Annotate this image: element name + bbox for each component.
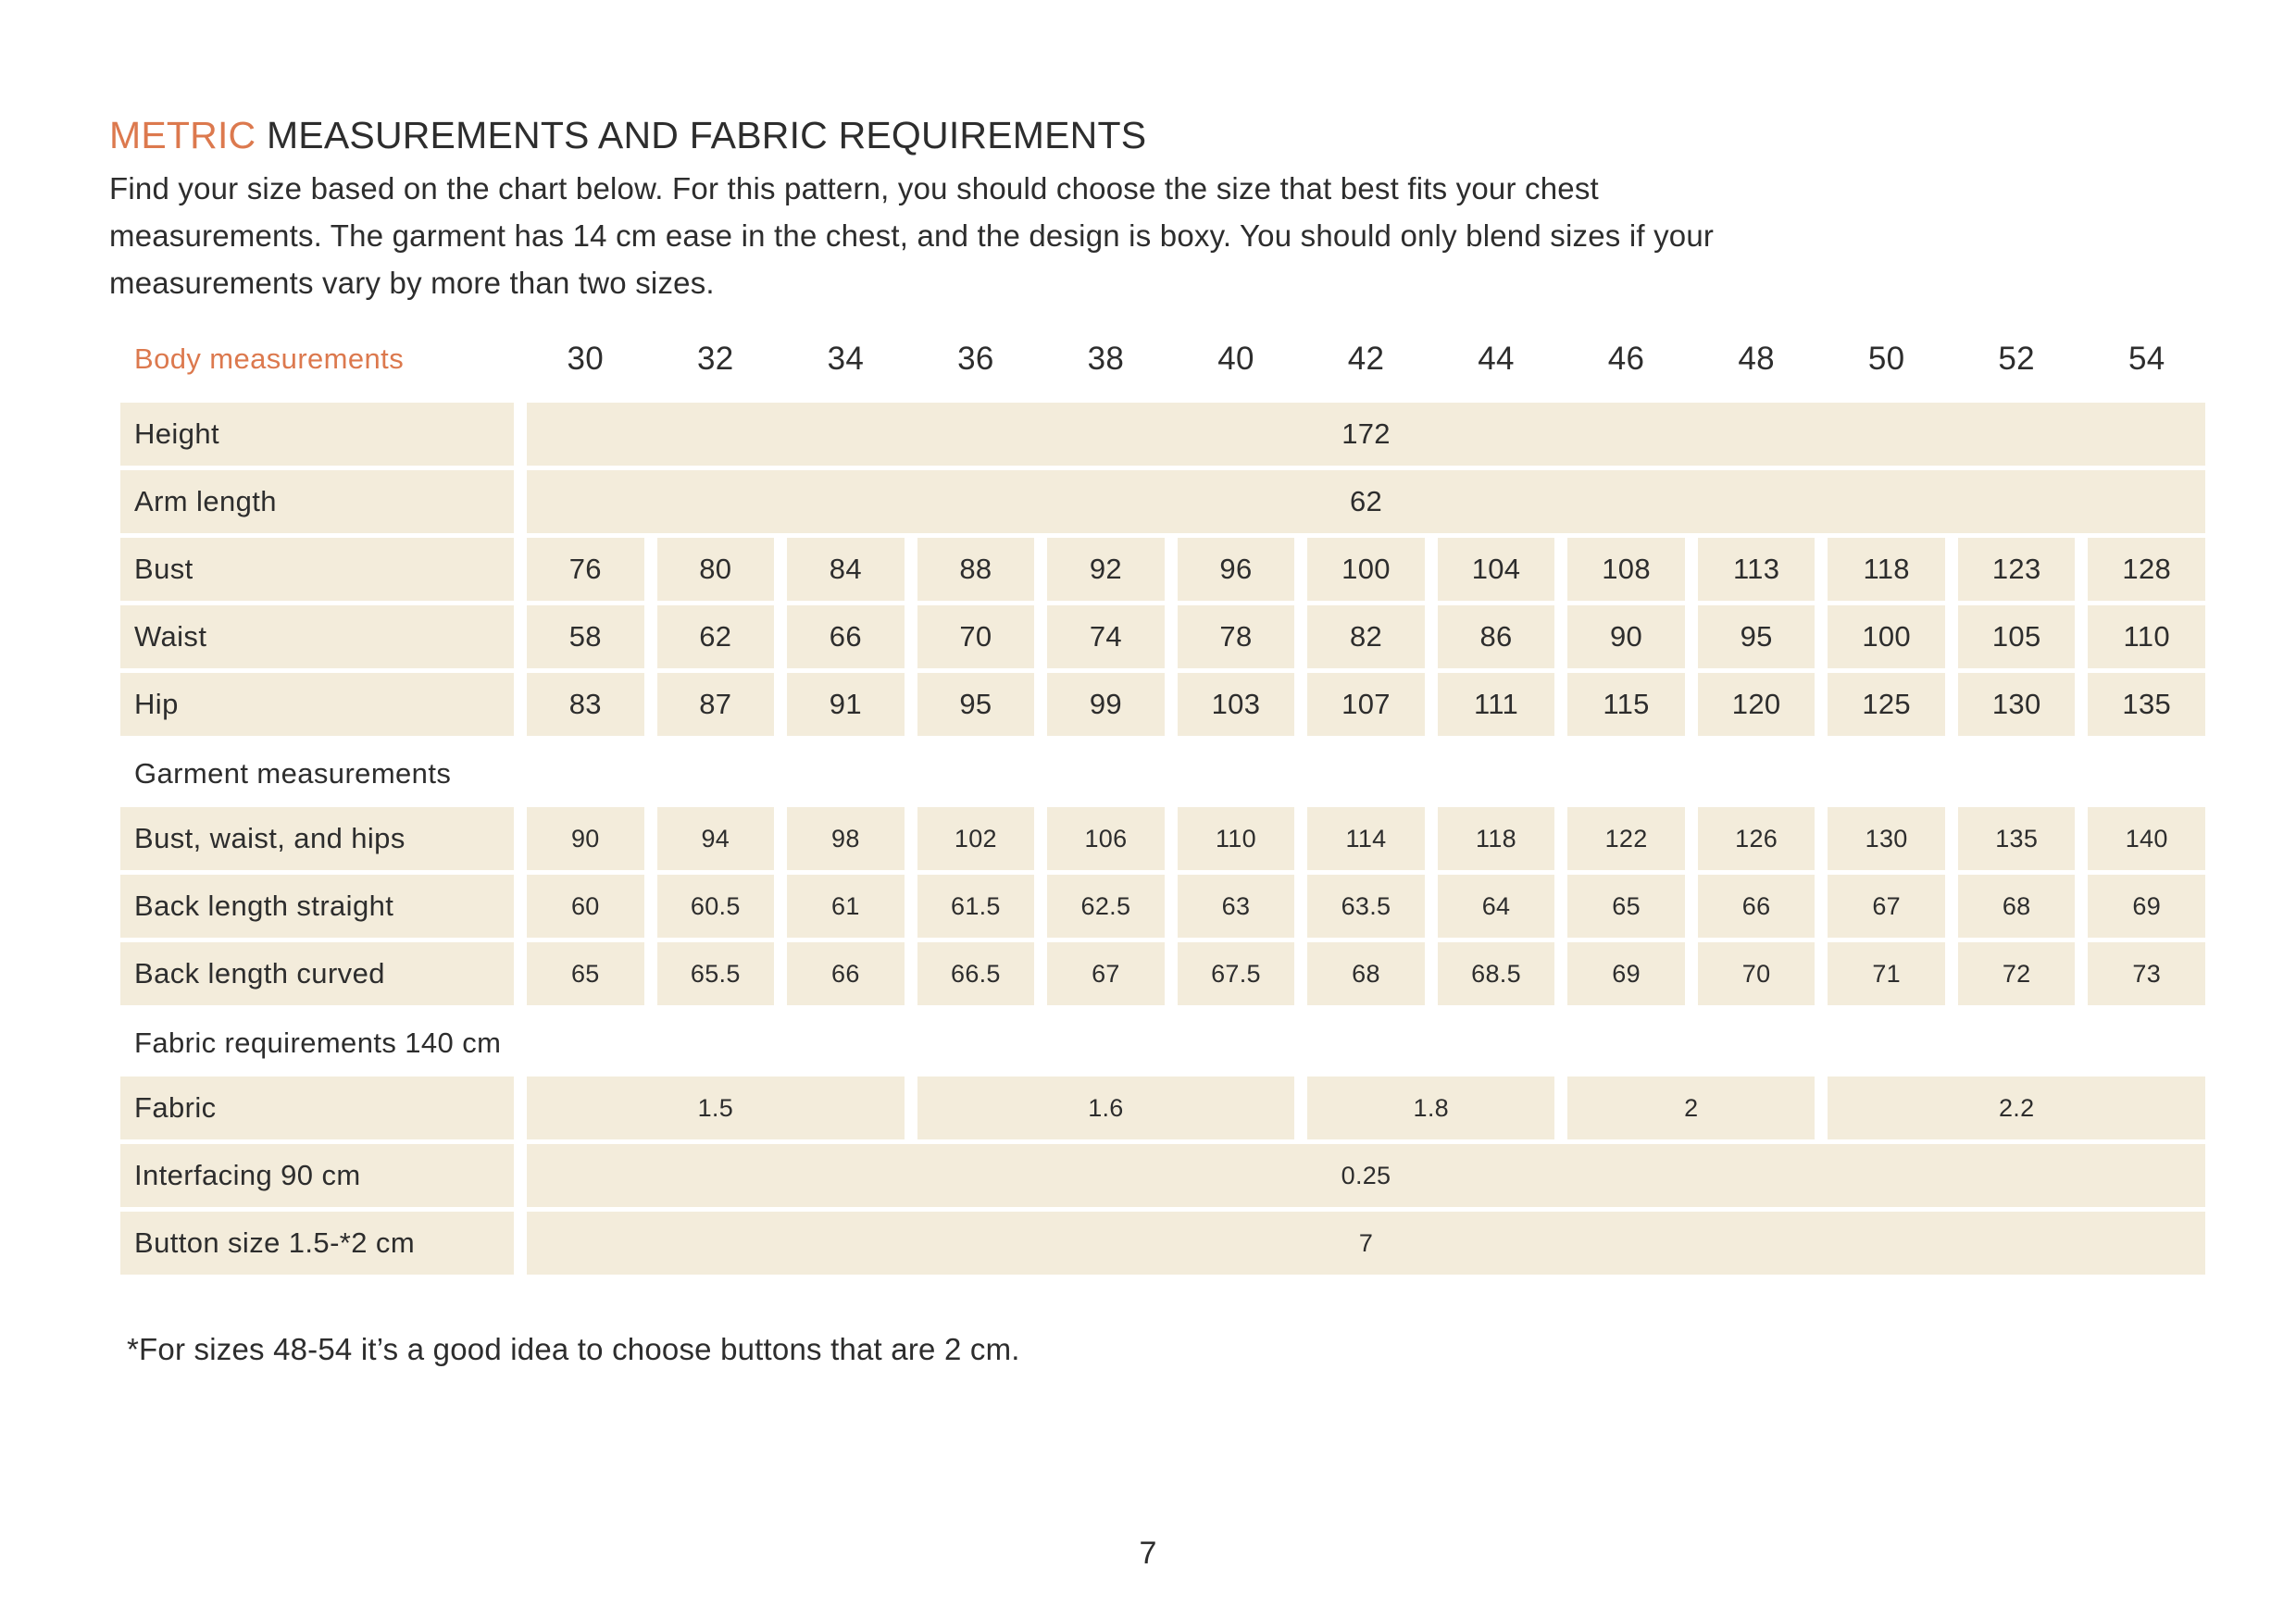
data-cell: 120 [1698, 673, 1816, 736]
data-cell: 135 [2088, 673, 2205, 736]
data-cell: 71 [1828, 942, 1945, 1005]
data-cell: 128 [2088, 538, 2205, 601]
size-column-header: 44 [1478, 341, 1515, 377]
data-cell: 111 [1438, 673, 1555, 736]
row-label: Hip [120, 673, 514, 736]
data-cell: 60 [527, 875, 644, 938]
data-cell: 67 [1828, 875, 1945, 938]
size-column-header: 54 [2128, 341, 2165, 377]
data-cell: 1.6 [917, 1077, 1295, 1139]
data-cell: 68 [1958, 875, 2076, 938]
row-label: Back length straight [120, 875, 514, 938]
table-row [120, 1212, 2205, 1275]
table-row [120, 673, 2205, 736]
data-cell: 63 [1178, 875, 1295, 938]
data-cell: 69 [1567, 942, 1685, 1005]
data-cell: 94 [657, 807, 775, 870]
row-label: Waist [120, 605, 514, 668]
section-label: Garment measurements [134, 757, 452, 790]
data-cell: 92 [1047, 538, 1165, 601]
data-cell: 115 [1567, 673, 1685, 736]
data-cell: 110 [1178, 807, 1295, 870]
data-cell: 102 [917, 807, 1035, 870]
data-cell: 114 [1307, 807, 1425, 870]
page-title-highlight: METRIC [109, 114, 256, 156]
table-row [120, 470, 2205, 533]
data-cell: 82 [1307, 605, 1425, 668]
data-cell: 84 [787, 538, 905, 601]
size-column-header: 48 [1738, 341, 1775, 377]
size-column-header: 30 [567, 341, 605, 377]
table-row [120, 605, 2205, 668]
data-cell: 65 [1567, 875, 1685, 938]
size-column-header: 50 [1867, 341, 1905, 377]
data-cell: 65 [527, 942, 644, 1005]
data-cell: 99 [1047, 673, 1165, 736]
data-cell: 63.5 [1307, 875, 1425, 938]
data-cell: 61.5 [917, 875, 1035, 938]
body-measurements-header: Body measurements [134, 342, 405, 375]
table-row [120, 538, 2205, 601]
data-cell: 118 [1438, 807, 1555, 870]
data-cell: 64 [1438, 875, 1555, 938]
row-label: Interfacing 90 cm [120, 1144, 514, 1207]
data-cell: 7 [527, 1212, 2205, 1275]
data-cell: 83 [527, 673, 644, 736]
page-title-rest: MEASUREMENTS AND FABRIC REQUIREMENTS [256, 114, 1147, 156]
data-cell: 68 [1307, 942, 1425, 1005]
data-cell: 62.5 [1047, 875, 1165, 938]
data-cell: 61 [787, 875, 905, 938]
data-cell: 98 [787, 807, 905, 870]
data-cell: 88 [917, 538, 1035, 601]
data-cell: 118 [1828, 538, 1945, 601]
data-cell: 107 [1307, 673, 1425, 736]
data-cell: 140 [2088, 807, 2205, 870]
data-cell: 108 [1567, 538, 1685, 601]
data-cell: 130 [1958, 673, 2076, 736]
intro-line: measurements vary by more than two sizes. [109, 266, 715, 300]
data-cell: 86 [1438, 605, 1555, 668]
data-cell: 90 [527, 807, 644, 870]
data-cell: 123 [1958, 538, 2076, 601]
page-title [109, 113, 2205, 157]
data-cell: 74 [1047, 605, 1165, 668]
data-cell: 103 [1178, 673, 1295, 736]
table-header-row [120, 323, 2205, 395]
row-label: Bust, waist, and hips [120, 807, 514, 870]
data-cell: 100 [1307, 538, 1425, 601]
data-cell: 2.2 [1828, 1077, 2205, 1139]
data-cell: 62 [527, 470, 2205, 533]
table-row [120, 942, 2205, 1005]
data-cell: 96 [1178, 538, 1295, 601]
data-cell: 60.5 [657, 875, 775, 938]
data-cell: 122 [1567, 807, 1685, 870]
size-column-header: 46 [1607, 341, 1645, 377]
data-cell: 0.25 [527, 1144, 2205, 1207]
table-row [120, 403, 2205, 466]
section-label: Fabric requirements 140 cm [134, 1027, 502, 1059]
row-label: Button size 1.5-*2 cm [120, 1212, 514, 1275]
data-cell: 113 [1698, 538, 1816, 601]
data-cell: 130 [1828, 807, 1945, 870]
data-cell: 80 [657, 538, 775, 601]
footnote: *For sizes 48-54 it’s a good idea to choose buttons that are 2 cm. [127, 1332, 1020, 1366]
table-body [120, 403, 2205, 1275]
data-cell: 172 [527, 403, 2205, 466]
data-cell: 69 [2088, 875, 2205, 938]
data-cell: 66.5 [917, 942, 1035, 1005]
data-cell: 106 [1047, 807, 1165, 870]
data-cell: 125 [1828, 673, 1945, 736]
row-label: Back length curved [120, 942, 514, 1005]
data-cell: 73 [2088, 942, 2205, 1005]
row-label: Height [120, 403, 514, 466]
data-cell: 91 [787, 673, 905, 736]
data-cell: 104 [1438, 538, 1555, 601]
data-cell: 76 [527, 538, 644, 601]
data-cell: 68.5 [1438, 942, 1555, 1005]
data-cell: 95 [917, 673, 1035, 736]
data-cell: 135 [1958, 807, 2076, 870]
data-cell: 78 [1178, 605, 1295, 668]
table-row [120, 875, 2205, 938]
size-column-header: 34 [827, 341, 865, 377]
intro-line: measurements. The garment has 14 cm ease in the chest, and the design is boxy. You should only blend sizes if your [109, 218, 1715, 253]
row-label: Arm length [120, 470, 514, 533]
row-label: Bust [120, 538, 514, 601]
row-label: Fabric [120, 1077, 514, 1139]
data-cell: 1.8 [1307, 1077, 1554, 1139]
data-cell: 72 [1958, 942, 2076, 1005]
size-column-header: 38 [1087, 341, 1125, 377]
data-cell: 70 [1698, 942, 1816, 1005]
size-column-header: 52 [1998, 341, 2035, 377]
data-cell: 105 [1958, 605, 2076, 668]
intro-paragraph [109, 165, 2205, 306]
data-cell: 87 [657, 673, 775, 736]
data-cell: 66 [1698, 875, 1816, 938]
table-row [120, 807, 2205, 870]
data-cell: 126 [1698, 807, 1816, 870]
data-cell: 66 [787, 605, 905, 668]
data-cell: 58 [527, 605, 644, 668]
table-row [120, 1144, 2205, 1207]
page-number: 7 [1139, 1536, 1157, 1571]
intro-line: Find your size based on the chart below. For this pattern, you should choose the size that best fits your chest [109, 171, 1599, 205]
data-cell: 66 [787, 942, 905, 1005]
data-cell: 2 [1567, 1077, 1815, 1139]
size-column-header: 32 [697, 341, 734, 377]
data-cell: 67.5 [1178, 942, 1295, 1005]
data-cell: 67 [1047, 942, 1165, 1005]
data-cell: 1.5 [527, 1077, 905, 1139]
data-cell: 100 [1828, 605, 1945, 668]
table-row [120, 1077, 2205, 1139]
size-column-header: 36 [957, 341, 994, 377]
data-cell: 110 [2088, 605, 2205, 668]
data-cell: 95 [1698, 605, 1816, 668]
size-column-header: 42 [1347, 341, 1385, 377]
measurement-table [120, 323, 2205, 1275]
data-cell: 70 [917, 605, 1035, 668]
data-cell: 65.5 [657, 942, 775, 1005]
size-column-header: 40 [1217, 341, 1254, 377]
data-cell: 62 [657, 605, 775, 668]
data-cell: 90 [1567, 605, 1685, 668]
